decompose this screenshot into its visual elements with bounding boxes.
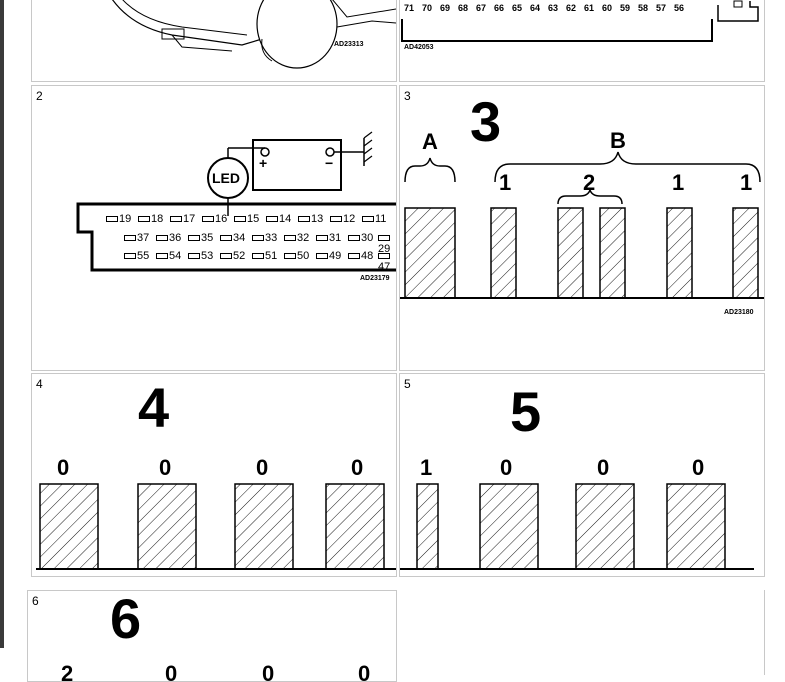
pin-box-icon [284, 253, 296, 259]
pin-box-icon [234, 216, 246, 222]
panel-number: 2 [36, 89, 43, 103]
battery-plus: + [259, 155, 268, 171]
pulse-digit: 0 [597, 455, 610, 480]
pin-label: 54 [156, 251, 181, 262]
pulse-digit: 0 [57, 455, 70, 480]
pulse-digit: 0 [692, 455, 705, 480]
pin-label: 14 [266, 214, 291, 225]
pulse-diagram-5 [400, 374, 764, 576]
pin-box-icon [202, 216, 214, 222]
pin-label: 52 [220, 251, 245, 262]
wiring-diagram [32, 86, 396, 370]
pin-box-icon [124, 253, 136, 259]
pin-label: 30 [348, 233, 373, 244]
pin-box-icon [284, 235, 296, 241]
pin-box-icon [156, 235, 168, 241]
figure-code: AD42053 [404, 44, 434, 51]
pin-box-icon [330, 216, 342, 222]
pin-label: 31 [316, 233, 341, 244]
pin-box-icon [106, 216, 118, 222]
pin-label: 15 [234, 214, 259, 225]
pin-label: 59 [620, 3, 631, 13]
pin-label: 32 [284, 233, 309, 244]
pin-label: 48 [348, 251, 373, 262]
pin-box-icon [316, 253, 328, 259]
pin-label: 69 [440, 3, 451, 13]
pin-label: 51 [252, 251, 277, 262]
pulse-diagram-3 [400, 86, 764, 370]
pulse-digit: 0 [500, 455, 513, 480]
pulse-digit: 1 [740, 170, 753, 195]
pin-box-icon [138, 216, 150, 222]
pin-label: 67 [476, 3, 487, 13]
pin-label: 61 [584, 3, 595, 13]
big-figure-number: 3 [470, 90, 502, 153]
pulse-diagram-4 [32, 374, 396, 576]
pin-label: 33 [252, 233, 277, 244]
pin-box-icon [188, 253, 200, 259]
pin-box-icon [348, 235, 360, 241]
pin-label: 34 [220, 233, 245, 244]
pin-box-icon [156, 253, 168, 259]
pin-box-icon [378, 235, 390, 241]
pin-box-icon [220, 235, 232, 241]
pin-label: 37 [124, 233, 149, 244]
panel-number: 3 [404, 89, 411, 103]
pulse-digit: 0 [165, 661, 178, 682]
connector-pin-row [404, 4, 704, 20]
pulse-digit: 2 [583, 170, 596, 195]
label-a: A [422, 129, 438, 154]
empty-panel-edge [764, 590, 765, 675]
figure-panel-4 [31, 373, 397, 577]
label-b: B [610, 128, 626, 153]
pin-label: 70 [422, 3, 433, 13]
pin-label: 17 [170, 214, 195, 225]
pin-label: 58 [638, 3, 649, 13]
pin-label: 49 [316, 251, 341, 262]
big-figure-number: 5 [510, 380, 542, 443]
pin-label: 18 [138, 214, 163, 225]
panel-number: 4 [36, 377, 43, 391]
pulse-digit: 0 [256, 455, 269, 480]
pin-box-icon [348, 253, 360, 259]
panel-number: 5 [404, 377, 411, 391]
pin-label: 68 [458, 3, 469, 13]
pin-label: 66 [494, 3, 505, 13]
pin-label: 53 [188, 251, 213, 262]
pin-label: 60 [602, 3, 613, 13]
figure-panel-2 [31, 85, 397, 371]
big-figure-number: 4 [138, 376, 170, 439]
pin-label: 11 [362, 214, 386, 225]
figure-code: AD23179 [360, 275, 390, 282]
pin-box-icon [298, 216, 310, 222]
pin-box-icon [316, 235, 328, 241]
pin-label: 50 [284, 251, 309, 262]
pin-label: 35 [188, 233, 213, 244]
pulse-digit: 2 [61, 661, 74, 682]
pin-box-icon [124, 235, 136, 241]
big-figure-number: 6 [110, 590, 142, 650]
figure-panel-connector-top [399, 0, 765, 82]
pin-label: 16 [202, 214, 227, 225]
pulse-digit: 0 [358, 661, 371, 682]
pin-label: 62 [566, 3, 577, 13]
pin-label: 64 [530, 3, 541, 13]
pin-label: 57 [656, 3, 667, 13]
pin-box-icon [378, 253, 390, 259]
figure-panel-6 [27, 590, 397, 682]
pin-box-icon [362, 216, 374, 222]
pin-box-icon [266, 216, 278, 222]
pin-box-icon [188, 235, 200, 241]
figure-panel-3 [399, 85, 765, 371]
led-label: LED [212, 170, 240, 186]
pin-label: 55 [124, 251, 149, 262]
figure-code: AD23180 [724, 309, 754, 316]
pin-label: 29 [378, 233, 396, 255]
pin-label: 56 [674, 3, 685, 13]
figure-code: AD23313 [334, 41, 364, 48]
pulse-digit: 0 [351, 455, 364, 480]
pin-label: 47 [378, 251, 396, 273]
pin-label: 19 [106, 214, 131, 225]
pin-label: 13 [298, 214, 323, 225]
pulse-digit: 1 [420, 455, 433, 480]
pin-label: 63 [548, 3, 559, 13]
pulse-digit: 0 [159, 455, 172, 480]
pin-box-icon [252, 253, 264, 259]
figure-panel-5 [399, 373, 765, 577]
pin-label: 12 [330, 214, 355, 225]
pulse-digit: 1 [672, 170, 685, 195]
battery-minus: − [325, 155, 334, 171]
panel-number: 6 [32, 594, 39, 608]
pin-label: 36 [156, 233, 181, 244]
pin-box-icon [252, 235, 264, 241]
pulse-digit: 0 [262, 661, 275, 682]
pin-label: 65 [512, 3, 523, 13]
figure-panel-car [31, 0, 397, 82]
pin-box-icon [170, 216, 182, 222]
pin-box-icon [220, 253, 232, 259]
pulse-digit: 1 [499, 170, 512, 195]
pin-label: 71 [404, 3, 415, 13]
